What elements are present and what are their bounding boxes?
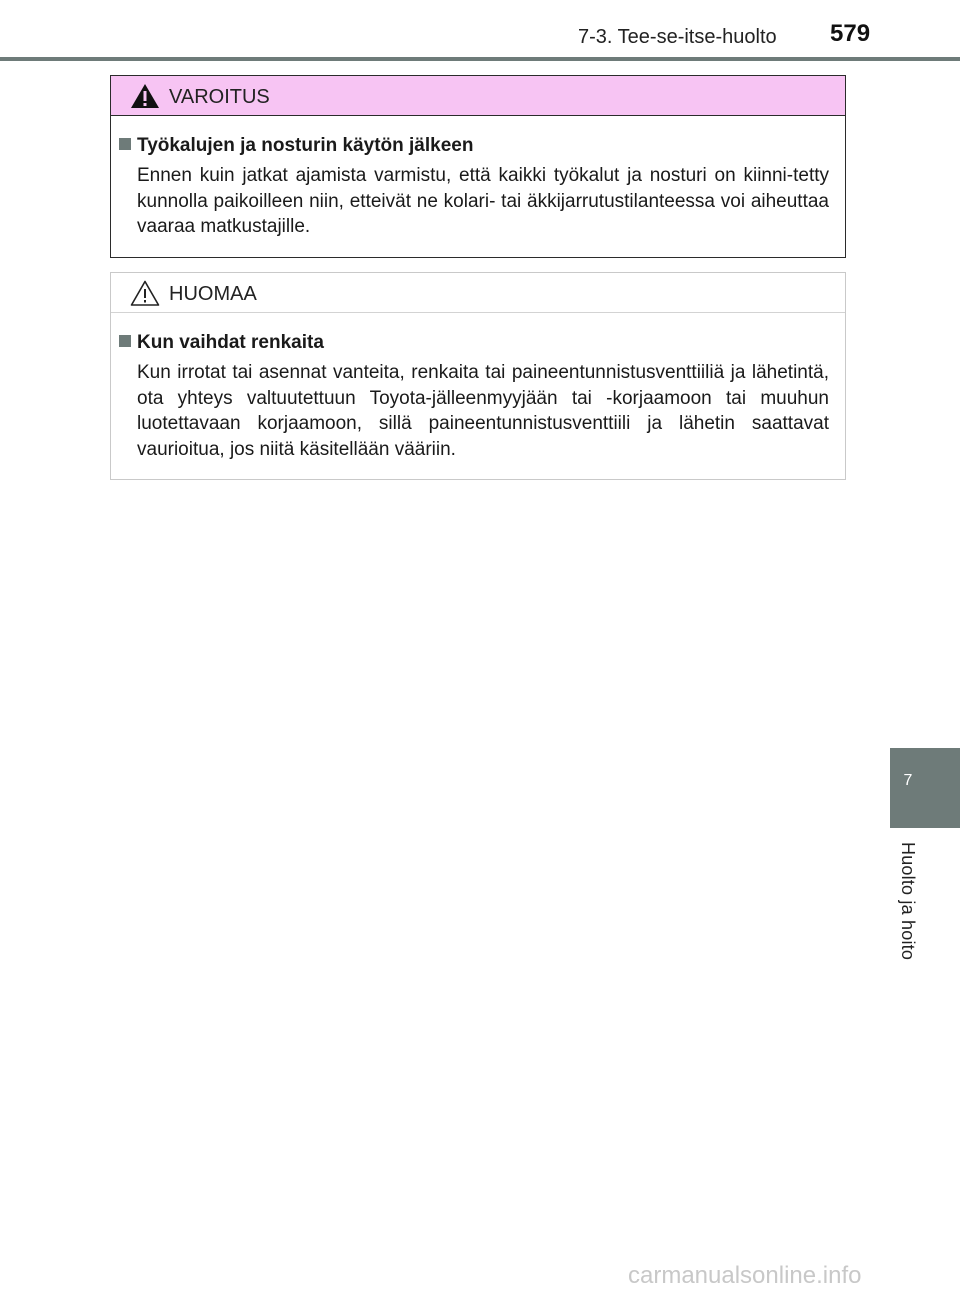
notice-box-body bbox=[111, 313, 845, 462]
notice-item-heading bbox=[119, 330, 829, 356]
notice-item-heading-text: Kun vaihdat renkaita bbox=[137, 332, 324, 353]
warning-triangle-icon bbox=[129, 82, 161, 110]
warning-item-heading-text: Työkalujen ja nosturin käytön jälkeen bbox=[137, 135, 474, 156]
header-divider bbox=[0, 57, 960, 61]
warning-box-title: VAROITUS bbox=[169, 86, 270, 108]
notice-box bbox=[110, 272, 846, 480]
caution-outline-triangle-icon bbox=[129, 279, 161, 307]
warning-box bbox=[110, 75, 846, 258]
notice-item-text: Kun irrotat tai asennat vanteita, renkaita tai paineentunnistusventtiiliä ja lähetintä, ota yhteys valtuutettuun Toyota-jälleenmyyjään tai -korjaamoon tai muuhun luotettavaan korjaamoon, sillä paineentunnistusventtiili ja lähetin saattavat vaurioitua, jos niitä käsitellään vääriin. bbox=[137, 362, 829, 460]
chapter-number: 7 bbox=[903, 772, 913, 789]
warning-box-header bbox=[111, 76, 845, 116]
warning-item-text: Ennen kuin jatkat ajamista varmistu, että kaikki työkalut ja nosturi on kiinni-tetty kunnolla paikoilleen niin, etteivät ne kolari- tai äkkijarrutustilanteessa voi aiheuttaa vaaraa matkustajille. bbox=[137, 165, 829, 237]
square-bullet-icon bbox=[119, 335, 131, 347]
warning-box-body bbox=[111, 116, 845, 240]
notice-box-title: HUOMAA bbox=[169, 283, 257, 305]
notice-box-header bbox=[111, 273, 845, 313]
watermark: carmanualsonline.info bbox=[628, 1262, 862, 1289]
chapter-title: Huolto ja hoito bbox=[898, 842, 918, 961]
page-number: 579 bbox=[830, 20, 871, 47]
square-bullet-icon bbox=[119, 138, 131, 150]
warning-item-heading bbox=[119, 133, 829, 159]
page-header bbox=[0, 0, 960, 62]
chapter-tab bbox=[890, 748, 960, 828]
section-title: 7-3. Tee-se-itse-huolto bbox=[578, 26, 777, 48]
